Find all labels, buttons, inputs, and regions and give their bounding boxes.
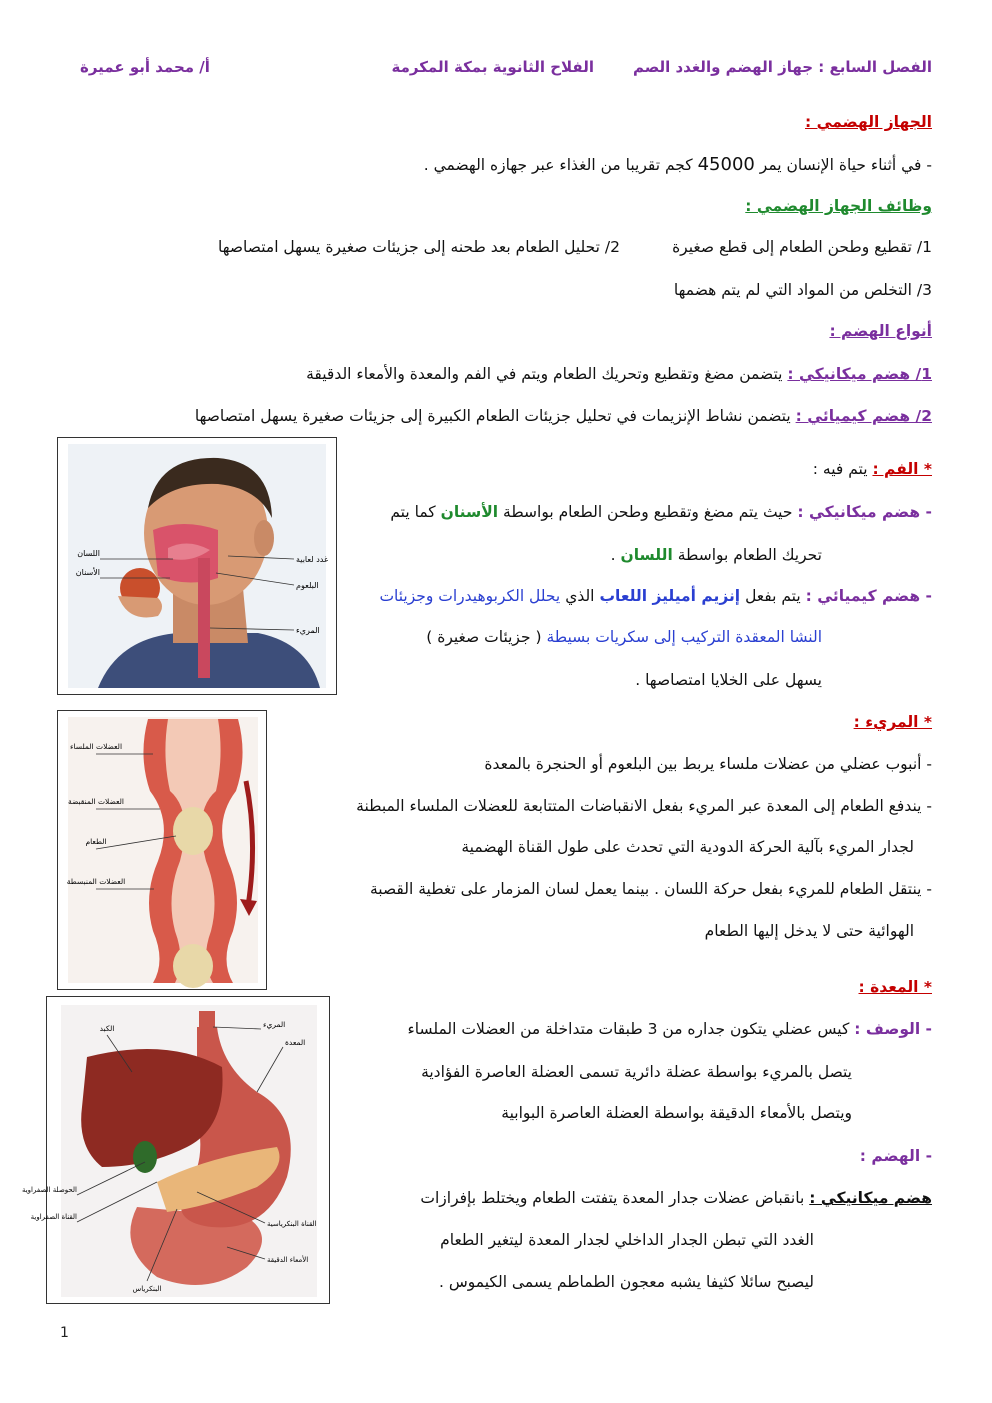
stomach-desc-1: - الوصف : كيس عضلي يتكون جداره من 3 طبقات متداخلة من العضلات الملساء	[407, 1020, 932, 1038]
teacher-name: أ/ محمد أبو عميرة	[80, 58, 210, 76]
esophagus-title: * المريء :	[853, 713, 932, 731]
chapter-title: الفصل السابع : جهاز الهضم والغدد الصم	[632, 58, 932, 76]
esophagus-line-3: لجدار المريء بآلية الحركة الدودية التي تحدث على طول القناة الهضمية	[461, 838, 914, 856]
section-digestive-title	[805, 113, 932, 131]
mouth-chemical-line: - هضم كيميائي : يتم بفعل إنزيم أميليز اللعاب الذي يحلل الكربوهيدرات وجزيئات	[379, 587, 932, 605]
mouth-illustration	[58, 438, 336, 694]
tongue-term: اللسان	[620, 546, 673, 564]
mouth-label-teeth: الأسنان	[75, 568, 100, 577]
mouth-figure	[57, 437, 337, 695]
function-item-3: 3/ التخلص من المواد التي لم يتم هضمها	[673, 281, 932, 299]
esophagus-illustration	[58, 711, 266, 989]
mouth-absorption-line: يسهل على الخلايا امتصاصها .	[635, 671, 822, 689]
esophagus-label-relaxed: العضلات المنبسطة	[66, 877, 126, 886]
mouth-label-pharynx: البلعوم	[296, 581, 319, 590]
teeth-term: الأسنان	[440, 503, 499, 521]
types-title: أنواع الهضم :	[829, 322, 932, 340]
stomach-mech-line-2: الغدد التي تبطن الجدار الداخلي لجدار المعدة ليتغير الطعام	[440, 1231, 814, 1249]
stomach-label-pancreas: البنكرياس	[132, 1285, 162, 1293]
stomach-figure	[21, 996, 330, 1304]
school-name: الفلاح الثانوية بمكة المكرمة	[391, 58, 594, 76]
mouth-label-salivary: غدد لعابية	[296, 555, 329, 564]
function-item-1: 1/ تقطيع وطحن الطعام إلى قطع صغيرة	[672, 238, 932, 256]
esophagus-label-food: الطعام	[85, 837, 107, 846]
esophagus-line-1: - أنبوب عضلي من عضلات ملساء يربط بين البلعوم أو الحنجرة بالمعدة	[484, 755, 932, 773]
type-mechanical: 1/ هضم ميكانيكي : يتضمن مضغ وتقطيع وتحريك الطعام ويتم في الفم والمعدة والأمعاء الدقيقة	[306, 365, 932, 383]
stomach-label-liver: الكبد	[99, 1024, 115, 1033]
mouth-chemical-line-2: النشا المعقدة التركيب إلى سكريات بسيطة ( جزيئات صغيرة )	[426, 628, 822, 646]
type-chemical: 2/ هضم كيميائي : يتضمن نشاط الإنزيمات في تحليل جزيئات الطعام الكبيرة إلى جزيئات صغيرة يسهل امتصاصها	[194, 407, 932, 425]
stomach-desc-3: ويتصل بالأمعاء الدقيقة بواسطة العضلة العاصرة البوابية	[501, 1104, 852, 1122]
stomach-title: * المعدة :	[858, 978, 932, 996]
functions-title: وظائف الجهاز الهضمي :	[745, 197, 932, 215]
mouth-label-tongue: اللسان	[77, 549, 100, 558]
function-item-2: 2/ تحليل الطعام بعد طحنه إلى جزيئات صغيرة يسهل امتصاصها	[218, 238, 620, 256]
esophagus-label-smooth: العضلات الملساء	[69, 742, 123, 751]
mouth-label-esophagus: المريء	[296, 626, 320, 635]
stomach-label-esophagus: المريء	[263, 1020, 286, 1029]
esophagus-line-2: - يندفع الطعام إلى المعدة عبر المريء بفعل الانقباضات المتتابعة للعضلات الملساء المبطنة	[356, 797, 932, 815]
esophagus-line-4: - ينتقل الطعام للمريء بفعل حركة اللسان . بينما يعمل لسان المزمار على تغطية القصبة	[369, 880, 932, 898]
stomach-label-bile-duct: القناة الصفراوية	[30, 1213, 77, 1221]
mouth-tongue-line: تحريك الطعام بواسطة اللسان .	[610, 546, 822, 564]
stomach-label-pancreatic-duct: القناة البنكرياسية	[267, 1220, 317, 1228]
stomach-mech-line-3: ليصبح سائلا كثيفا يشبه معجون الطماطم يسمى الكيموس .	[439, 1273, 814, 1291]
amylase-term: إنزيم أميليز اللعاب	[599, 587, 741, 605]
esophagus-label-contracted: العضلات المنقبضة	[68, 797, 124, 806]
mouth-mechanical-line: - هضم ميكانيكي : حيث يتم مضغ وتقطيع وطحن الطعام بواسطة الأسنان كما يتم	[390, 503, 932, 521]
stomach-label-gallbladder: الحوصلة الصفراوية	[21, 1186, 77, 1194]
intro-number: 45000	[697, 154, 755, 175]
stomach-label-stomach: المعدة	[285, 1038, 306, 1047]
page-number: 1	[60, 1325, 69, 1341]
stomach-mech-line-1: هضم ميكانيكي : بانقباض عضلات جدار المعدة يتفتت الطعام ويختلط بإفرازات	[420, 1189, 932, 1207]
heading-digestive-system: الجهاز الهضمي :	[805, 113, 932, 131]
stomach-illustration	[21, 997, 329, 1303]
stomach-desc-2: يتصل بالمريء بواسطة عضلة دائرية تسمى العضلة العاصرة الفؤادية	[421, 1063, 852, 1081]
mouth-title: * الفم : يتم فيه :	[812, 460, 932, 478]
stomach-digestion-title: - الهضم :	[859, 1147, 932, 1165]
stomach-label-small-intestine: الأمعاء الدقيقة	[267, 1256, 309, 1264]
esophagus-line-5: الهوائية حتى لا يدخل إليها الطعام	[704, 922, 914, 940]
esophagus-figure	[57, 710, 267, 990]
intro-line: - في أثناء حياة الإنسان يمر 45000 كجم تقريبا من الغذاء عبر جهازه الهضمي .	[423, 154, 932, 175]
